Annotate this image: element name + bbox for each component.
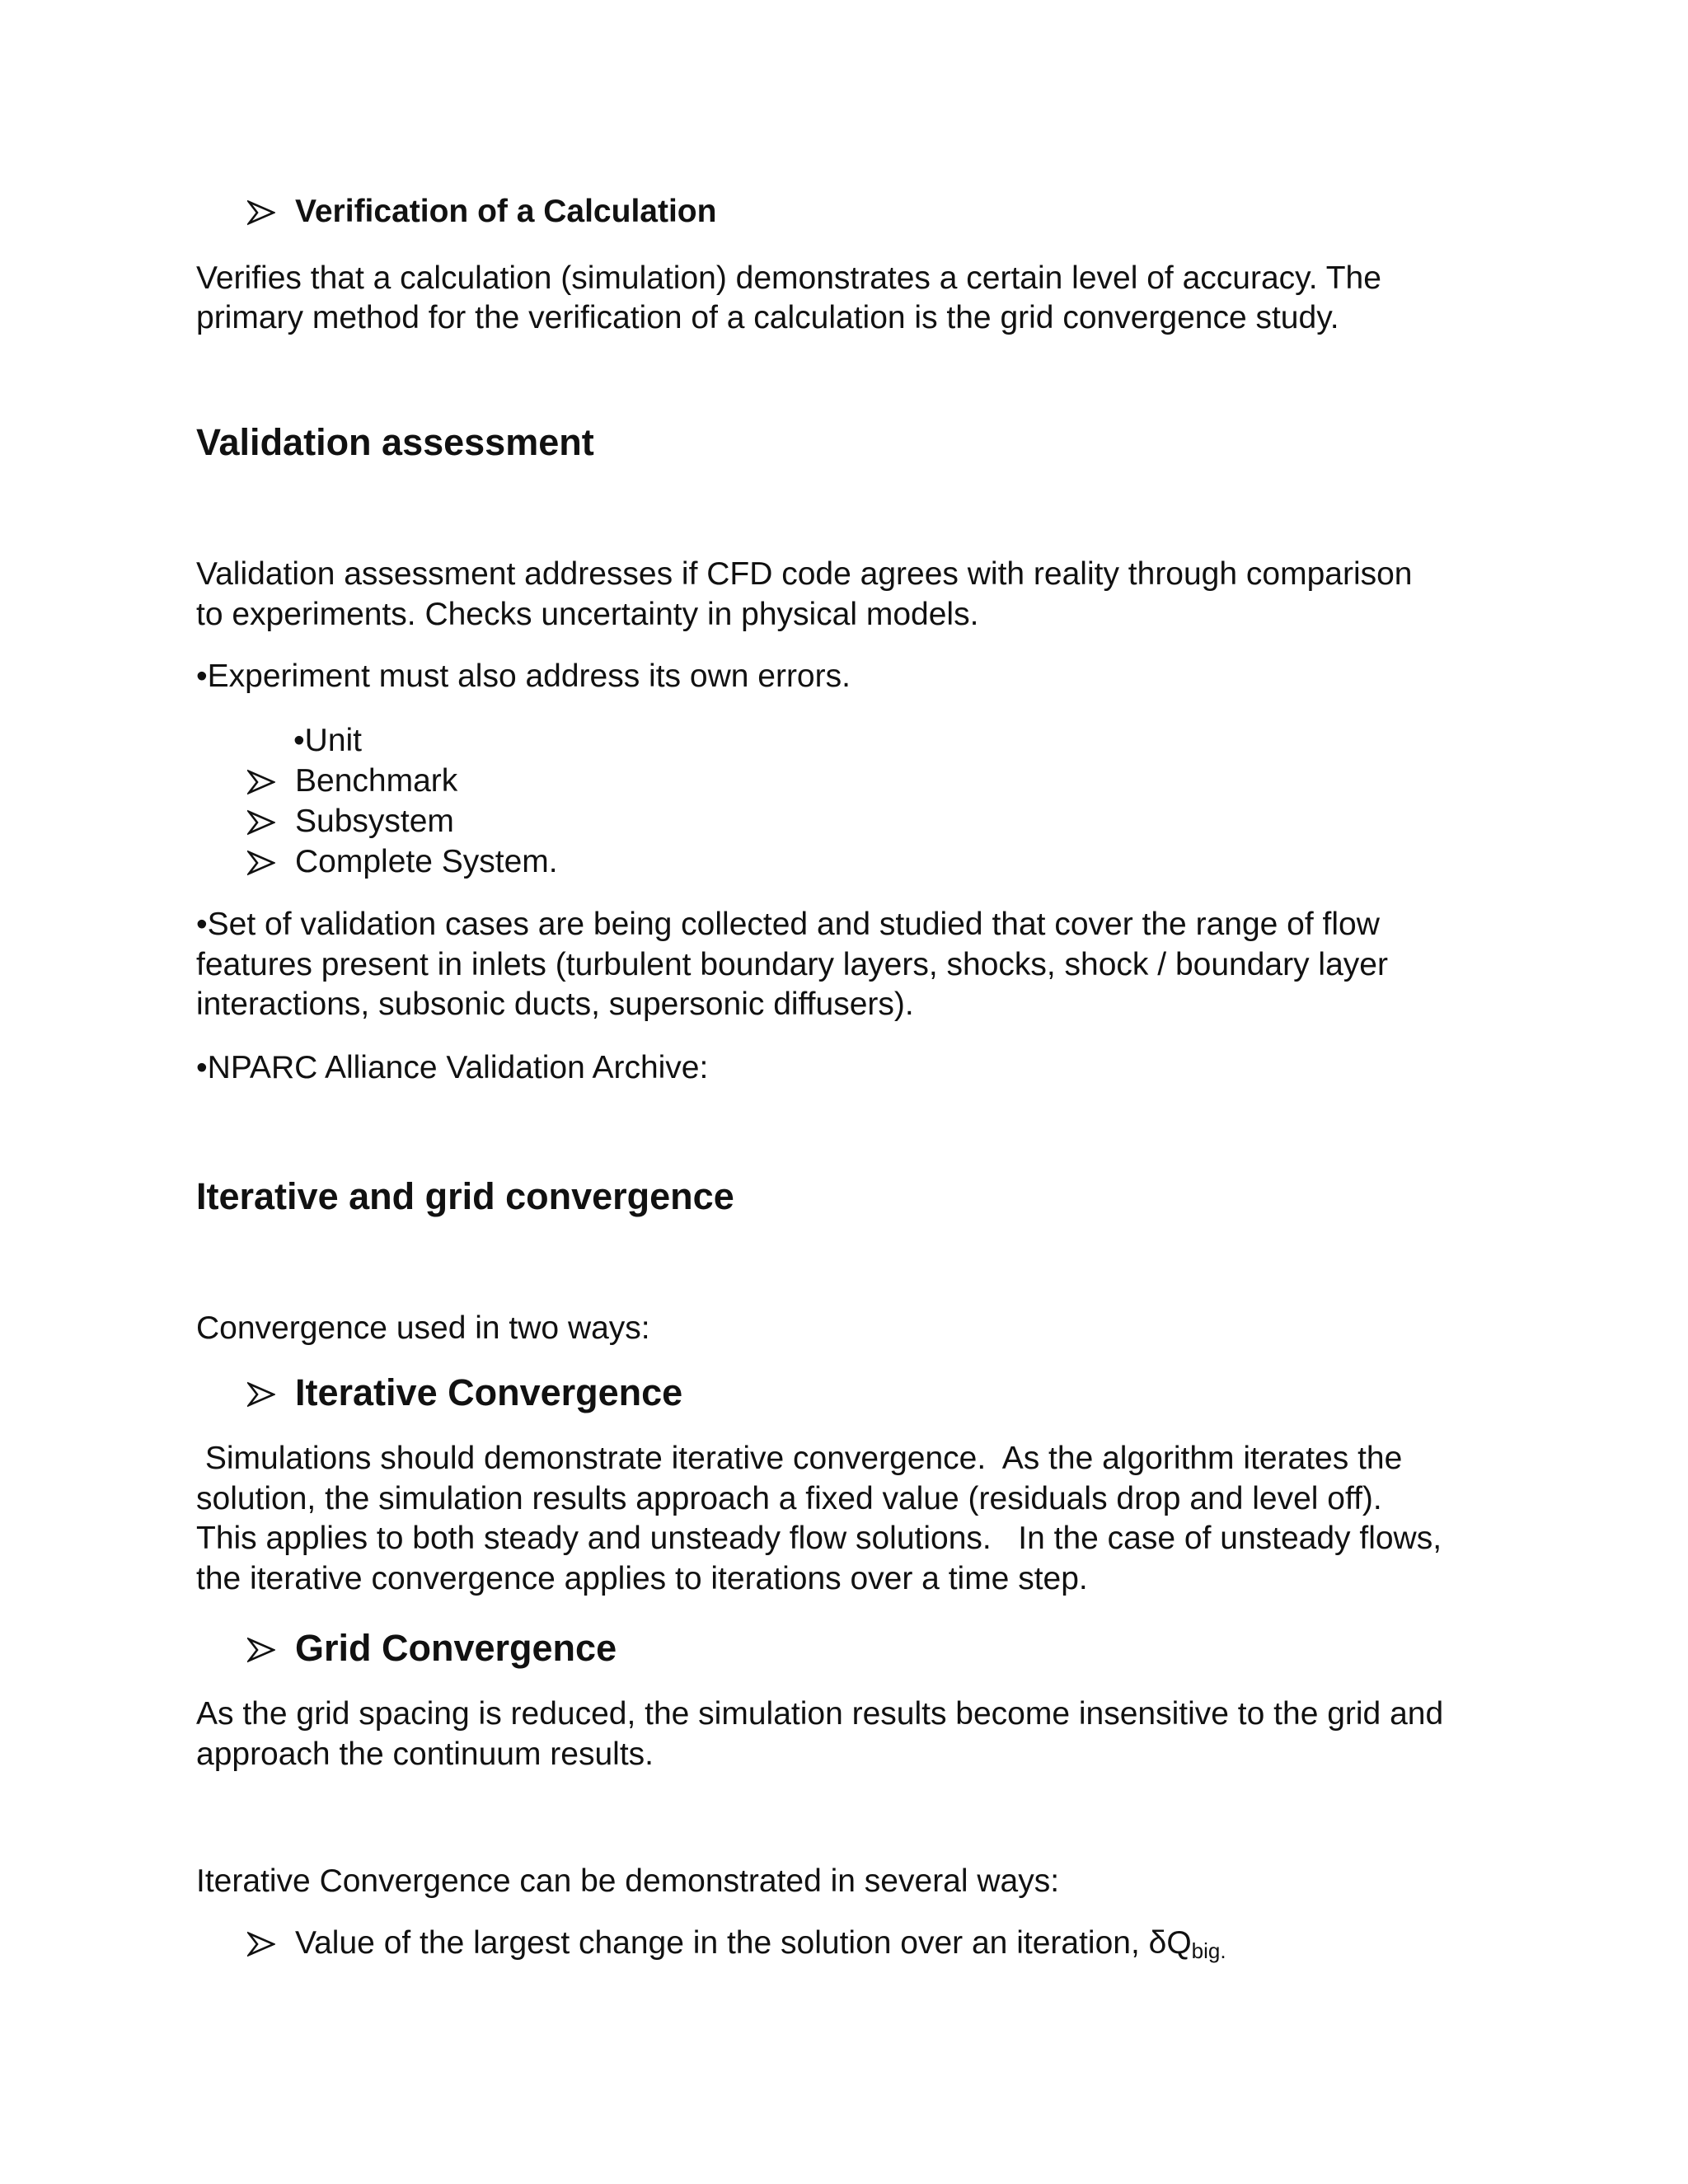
iterative-line-4: the iterative convergence applies to iterations over a time step. (196, 1561, 1088, 1596)
cases-line-1: •Set of validation cases are being collected and studied that cover the range of flow (196, 907, 1380, 942)
iterative-line-1: Simulations should demonstrate iterative convergence. As the algorithm iterates the (196, 1441, 1403, 1476)
convergence-heading: Iterative and grid convergence (196, 1175, 734, 1217)
arrowhead-bullet-icon (247, 1636, 280, 1666)
arrowhead-bullet-icon (247, 1930, 280, 1960)
arrowhead-bullet-icon (247, 199, 280, 228)
list-item-label: Complete System. (295, 844, 558, 879)
list-item (247, 801, 454, 842)
arrowhead-bullet-icon (247, 808, 280, 838)
iterative-heading-row (247, 1370, 682, 1416)
validation-para-line-1: Validation assessment addresses if CFD code agrees with reality through comparison (196, 556, 1413, 592)
arrowhead-bullet-icon (247, 768, 280, 798)
arrowhead-bullet-icon (247, 849, 280, 879)
cases-line-3: interactions, subsonic ducts, supersonic diffusers). (196, 987, 914, 1022)
convergence-intro: Convergence used in two ways: (196, 1310, 650, 1346)
list-item-label: Benchmark (295, 763, 458, 799)
experiment-note: •Experiment must also address its own errors. (196, 658, 851, 694)
grid-heading-row (247, 1625, 617, 1671)
verification-body-line-2: primary method for the verification of a calculation is the grid convergence study. (196, 300, 1339, 335)
verification-body-line-1: Verifies that a calculation (simulation) demonstrates a certain level of accuracy. The (196, 260, 1381, 296)
demo-item-label: Value of the largest change in the solution over an iteration, δQ (295, 1925, 1192, 1961)
list-item (247, 1923, 1226, 1971)
validation-para-line-2: to experiments. Checks uncertainty in physical models. (196, 597, 979, 632)
grid-heading: Grid Convergence (295, 1627, 617, 1669)
demo-intro: Iterative Convergence can be demonstrated in several ways: (196, 1863, 1060, 1899)
verification-heading: Verification of a Calculation (295, 194, 717, 229)
archive-note: •NPARC Alliance Validation Archive: (196, 1050, 709, 1085)
iterative-heading: Iterative Convergence (295, 1371, 683, 1413)
iterative-line-3: This applies to both steady and unsteady flow solutions. In the case of unsteady flows, (196, 1521, 1442, 1556)
list-item (247, 841, 558, 883)
unit-item: •Unit (293, 723, 363, 758)
iterative-line-2: solution, the simulation results approach a fixed value (residuals drop and level off). (196, 1481, 1382, 1516)
demo-item-subscript: big. (1191, 1938, 1226, 1963)
list-item-label: Subsystem (295, 804, 454, 839)
validation-heading: Validation assessment (196, 421, 594, 463)
grid-line-2: approach the continuum results. (196, 1736, 654, 1772)
grid-line-1: As the grid spacing is reduced, the simulation results become insensitive to the grid and (196, 1696, 1444, 1732)
list-item (247, 761, 457, 802)
verification-heading-row (247, 191, 716, 232)
arrowhead-bullet-icon (247, 1380, 280, 1410)
cases-line-2: features present in inlets (turbulent boundary layers, shocks, shock / boundary layer (196, 947, 1388, 982)
